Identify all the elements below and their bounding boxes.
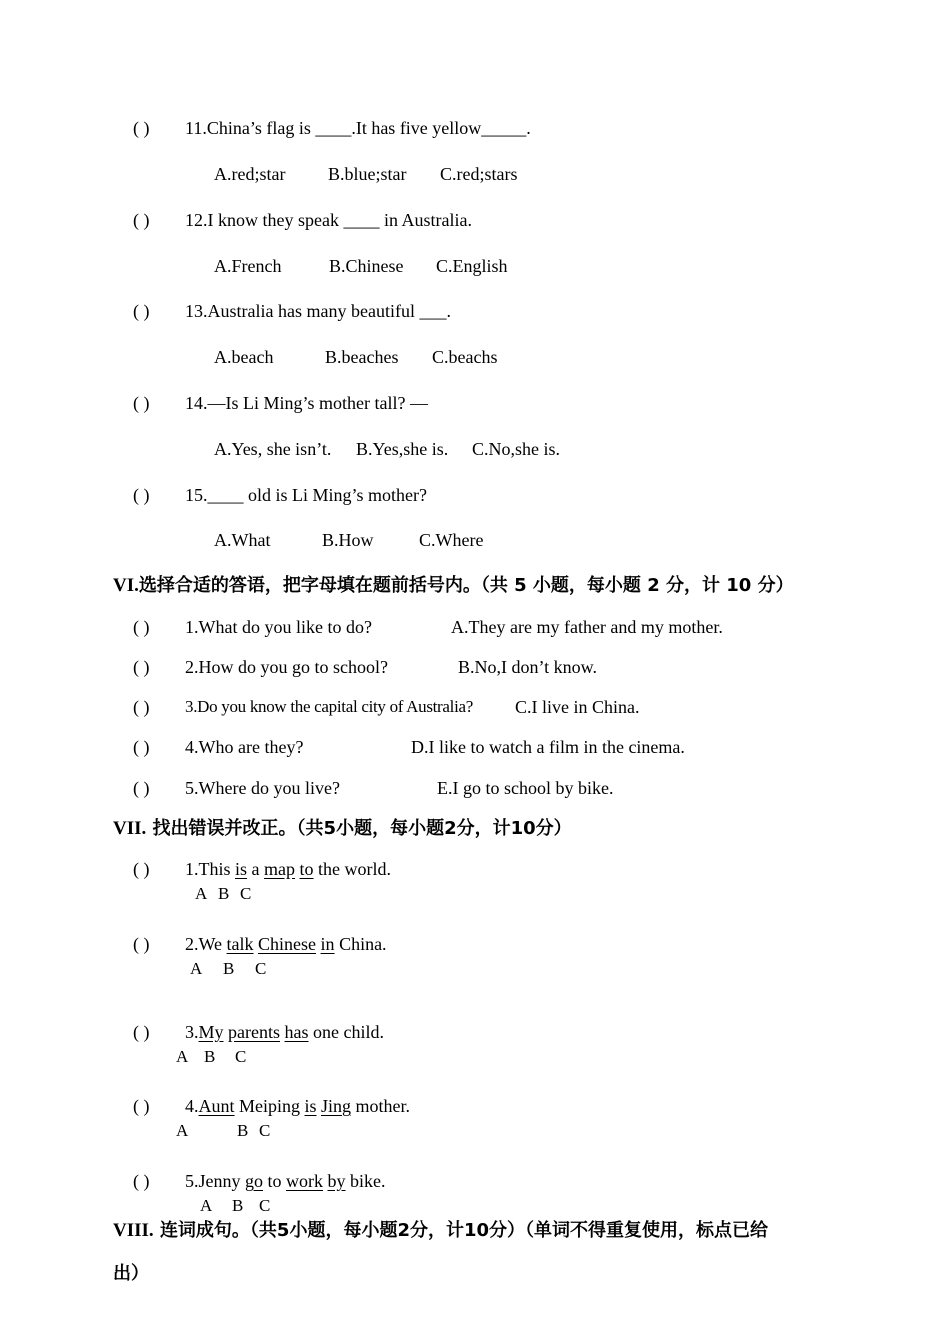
answer-option: C.I live in China. <box>515 697 640 717</box>
error-candidate-b: map <box>264 859 296 879</box>
option-a: A.red;star <box>214 164 286 184</box>
section-7-number: VII. <box>113 818 147 839</box>
option-c: C.beachs <box>432 347 498 367</box>
answer-bracket[interactable]: ( ) <box>133 778 150 798</box>
option-b: B.Chinese <box>329 256 404 276</box>
error-candidate-c: to <box>299 859 314 879</box>
sentence-number: 1. <box>185 859 199 879</box>
answer-bracket[interactable]: ( ) <box>133 210 150 230</box>
sentence-number: 5. <box>185 1171 199 1191</box>
error-candidate-a: Aunt <box>198 1096 235 1116</box>
question-text: 11.China’s flag is ____.It has five yellow_____. <box>185 118 531 138</box>
sentence-part: to <box>263 1171 287 1191</box>
error-candidate-c: has <box>284 1022 309 1042</box>
answer-bracket[interactable]: ( ) <box>133 737 150 757</box>
answer-bracket[interactable]: ( ) <box>133 118 150 138</box>
label-c: C <box>235 1047 247 1066</box>
error-candidate-b: work <box>286 1171 324 1191</box>
option-b: B.beaches <box>325 347 399 367</box>
answer-bracket[interactable]: ( ) <box>133 617 150 637</box>
option-b: B.How <box>322 530 374 550</box>
answer-option: A.They are my father and my mother. <box>451 617 723 637</box>
section-6-heading <box>113 574 794 598</box>
error-candidate-c: Jing <box>321 1096 352 1116</box>
sentence <box>185 1021 384 1043</box>
option-a: A.French <box>214 256 282 276</box>
error-candidate-b: parents <box>228 1022 280 1042</box>
answer-bracket[interactable]: ( ) <box>133 859 150 879</box>
label-a: A <box>176 1047 189 1066</box>
label-c: C <box>240 884 252 903</box>
answer-bracket[interactable]: ( ) <box>133 301 150 321</box>
option-c: C.Where <box>419 530 484 550</box>
label-b: B <box>237 1121 249 1140</box>
option-b: B.Yes,she is. <box>356 439 449 459</box>
option-c: C.No,she is. <box>472 439 561 459</box>
sentence-part: Jenny <box>198 1171 245 1191</box>
question-text: 4.Who are they? <box>185 737 304 757</box>
label-c: C <box>259 1196 271 1215</box>
section-7-title: 找出错误并改正。（共5小题，每小题2分，计10分） <box>152 818 572 839</box>
sentence-part: Meiping <box>234 1096 305 1116</box>
sentence-part: We <box>198 934 227 954</box>
label-a: A <box>195 884 208 903</box>
option-b: B.blue;star <box>328 164 407 184</box>
question-text: 2.How do you go to school? <box>185 657 388 677</box>
question-text: 5.Where do you live? <box>185 778 340 798</box>
sentence <box>185 858 391 880</box>
question-text: 15.____ old is Li Ming’s mother? <box>185 485 427 505</box>
option-a: A.beach <box>214 347 274 367</box>
sentence-part: one child. <box>308 1022 384 1042</box>
sentence <box>185 933 387 955</box>
error-candidate-a: talk <box>226 934 254 954</box>
section-7-heading <box>113 817 572 841</box>
label-c: C <box>255 959 267 978</box>
label-c: C <box>259 1121 271 1140</box>
sentence-part: China. <box>334 934 387 954</box>
answer-bracket[interactable]: ( ) <box>133 657 150 677</box>
label-b: B <box>232 1196 244 1215</box>
sentence-part: the world. <box>313 859 392 879</box>
option-c: C.English <box>436 256 508 276</box>
error-candidate-b: is <box>304 1096 317 1116</box>
answer-option: E.I go to school by bike. <box>437 778 614 798</box>
option-a: A.Yes, she isn’t. <box>214 439 332 459</box>
label-b: B <box>204 1047 216 1066</box>
section-8-heading-continued: 出） <box>113 1263 149 1284</box>
label-b: B <box>218 884 230 903</box>
answer-option: D.I like to watch a film in the cinema. <box>411 737 685 757</box>
answer-bracket[interactable]: ( ) <box>133 1096 150 1116</box>
label-a: A <box>176 1121 189 1140</box>
sentence-part: a <box>247 859 265 879</box>
sentence <box>185 1170 386 1192</box>
section-6-number: VI. <box>113 575 139 596</box>
option-c: C.red;stars <box>440 164 518 184</box>
error-candidate-c: in <box>320 934 335 954</box>
sentence <box>185 1095 410 1117</box>
question-text: 13.Australia has many beautiful ___. <box>185 301 451 321</box>
answer-bracket[interactable]: ( ) <box>133 697 150 717</box>
sentence-number: 4. <box>185 1096 199 1116</box>
error-candidate-a: My <box>198 1022 224 1042</box>
question-text: 12.I know they speak ____ in Australia. <box>185 210 472 230</box>
question-text: 3.Do you know the capital city of Australia? <box>185 697 474 716</box>
sentence-number: 3. <box>185 1022 199 1042</box>
answer-bracket[interactable]: ( ) <box>133 1022 150 1042</box>
answer-bracket[interactable]: ( ) <box>133 485 150 505</box>
section-8-number: VIII. <box>113 1220 154 1241</box>
error-candidate-a: is <box>235 859 248 879</box>
section-6-title: 选择合适的答语，把字母填在题前括号内。（共 5 小题，每小题 2 分，计 10 分） <box>138 575 794 596</box>
error-candidate-b: Chinese <box>258 934 317 954</box>
label-a: A <box>200 1196 213 1215</box>
sentence-part: This <box>198 859 236 879</box>
answer-option: B.No,I don’t know. <box>458 657 597 677</box>
section-8-heading <box>113 1219 768 1243</box>
answer-bracket[interactable]: ( ) <box>133 393 150 413</box>
error-candidate-c: by <box>327 1171 346 1191</box>
option-a: A.What <box>214 530 271 550</box>
answer-bracket[interactable]: ( ) <box>133 1171 150 1191</box>
label-b: B <box>223 959 235 978</box>
question-text: 14.—Is Li Ming’s mother tall? — <box>185 393 428 413</box>
sentence-number: 2. <box>185 934 199 954</box>
section-8-title: 连词成句。（共5小题，每小题2分，计10分）（单词不得重复使用，标点已给 <box>159 1220 769 1241</box>
sentence-part: bike. <box>345 1171 386 1191</box>
question-text: 1.What do you like to do? <box>185 617 372 637</box>
sentence-part: mother. <box>351 1096 411 1116</box>
answer-bracket[interactable]: ( ) <box>133 934 150 954</box>
error-candidate-a: go <box>245 1171 263 1191</box>
label-a: A <box>190 959 203 978</box>
